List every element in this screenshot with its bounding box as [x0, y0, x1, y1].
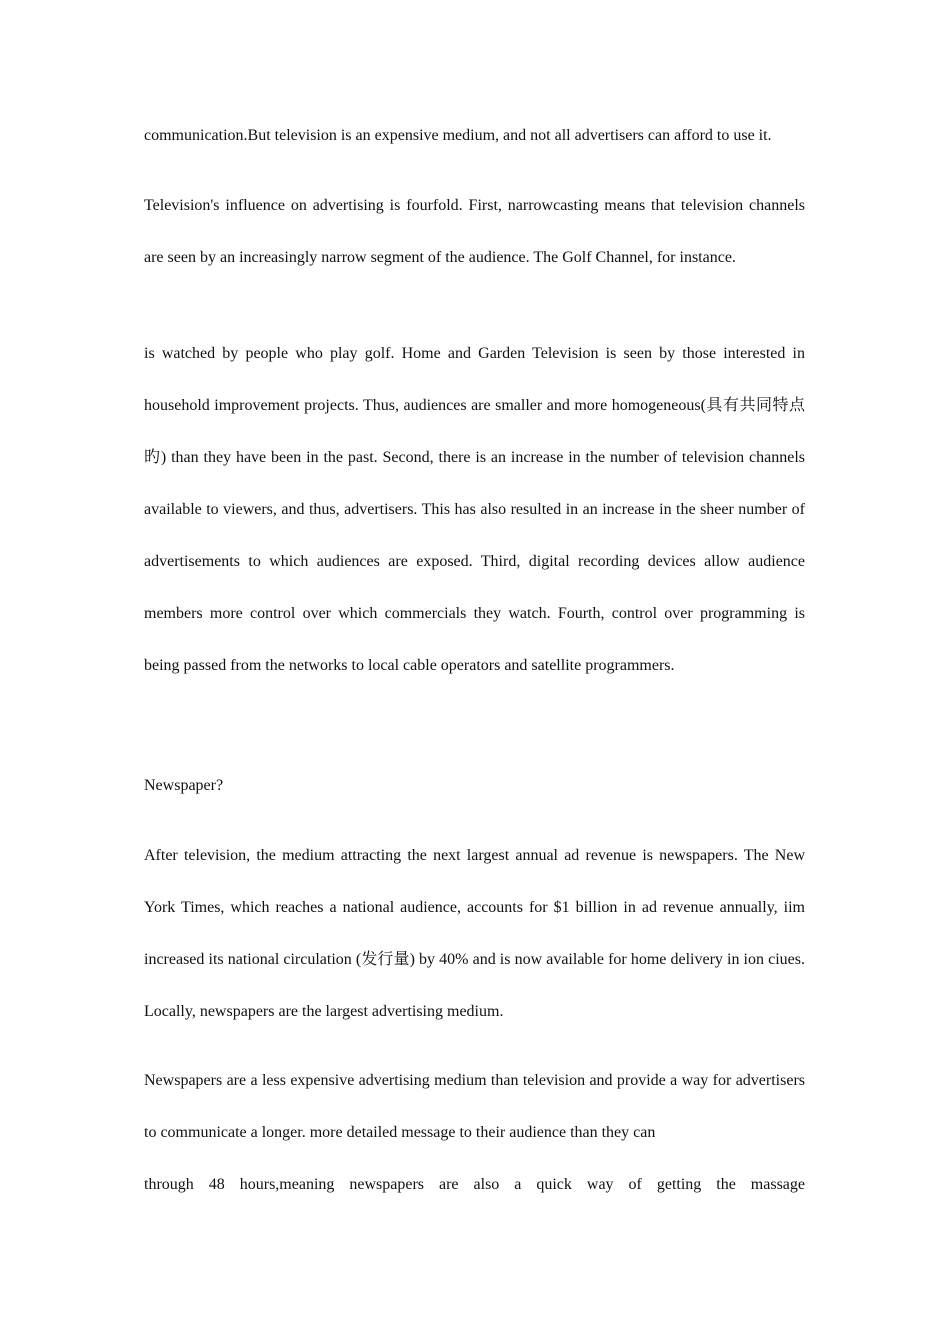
- paragraph-newspaper-revenue: After television, the medium attracting the next largest annual ad revenue is newspapers. The New York Times, which reaches a national audience, accounts for $1 billion in ad revenue annually, iim increased its national circulation (发行量) by 40% and is now available for home delivery in ion ciues. Locally, newspapers are the largest advertising medium.: [144, 847, 805, 1020]
- paragraph-newspaper-cost-last-line: through 48 hours,meaning newspapers are also a quick way of getting the massage: [144, 1176, 805, 1193]
- paragraph-newspaper-cost: Newspapers are a less expensive advertising medium than television and provide a way for advertisers to communicate a longer. more detailed message to their audience than they can: [144, 1072, 805, 1141]
- paragraph-communication: communication.But television is an expensive medium, and not all advertisers can afford to use it.: [144, 127, 772, 144]
- paragraph-television-influence: Television's influence on advertising is fourfold. First, narrowcasting means that television channels are seen by an increasingly narrow segment of the audience. The Golf Channel, for instance.: [144, 197, 805, 266]
- section-heading-newspaper: Newspaper?: [144, 777, 224, 794]
- paragraph-audiences: is watched by people who play golf. Home and Garden Television is seen by those interested in household improvement projects. Thus, audiences are smaller and more homogeneous(具有共同特点旳) than they have been in the past. Second, there is an increase in the number of television channels available to viewers, and thus, advertisers. This has also resulted in an increase in the sheer number of advertisements to which audiences are exposed. Third, digital recording devices allow audience members more control over which commercials they watch. Fourth, control over programming is being passed from the networks to local cable operators and satellite programmers.: [144, 345, 806, 674]
